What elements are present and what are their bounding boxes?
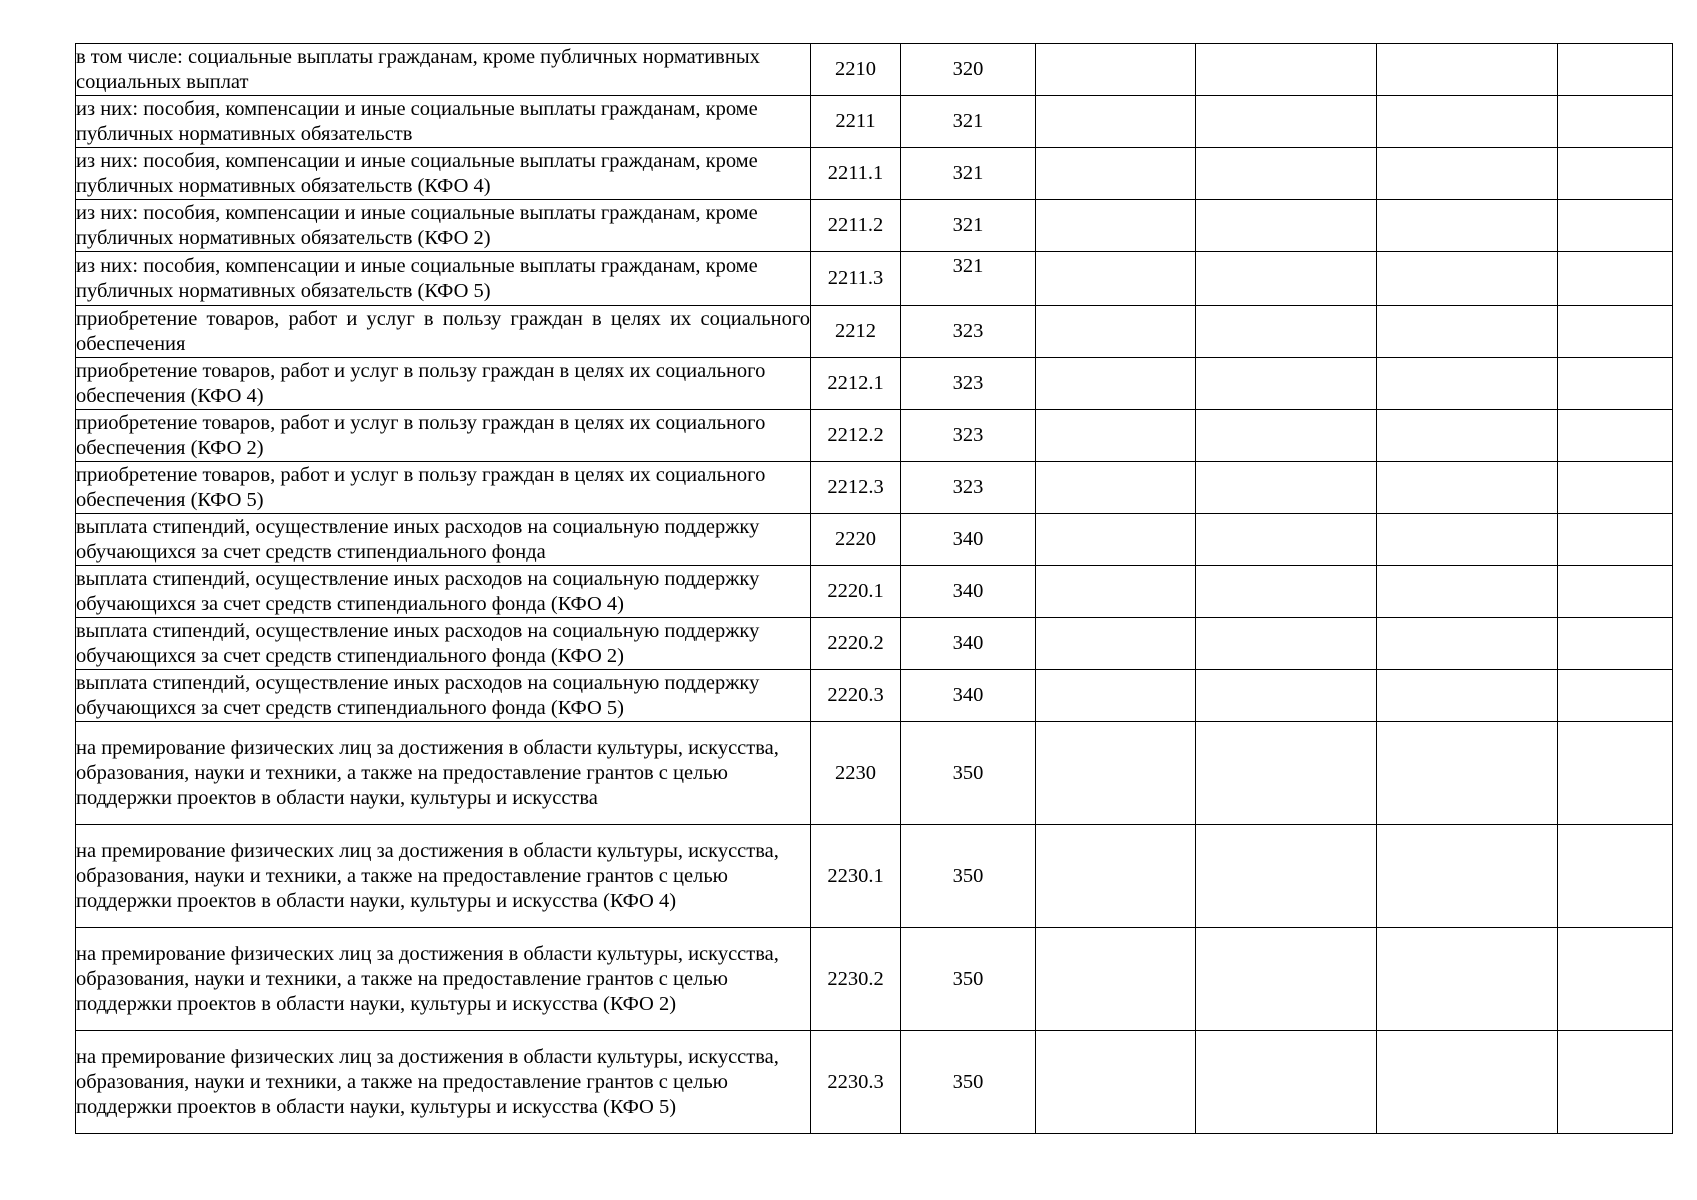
table-row [76, 928, 1673, 1031]
empty-cell [1377, 44, 1558, 96]
empty-cell [1377, 410, 1558, 462]
row-code: 2220 [811, 514, 901, 566]
row-code: 2220.2 [811, 618, 901, 670]
row-kosgu: 321 [901, 96, 1036, 148]
row-kosgu: 350 [901, 1031, 1036, 1134]
row-description: из них: пособия, компенсации и иные социальные выплаты гражданам, кроме публичных нормативных обязательств (КФО 5) [76, 252, 811, 306]
empty-cell [1377, 1031, 1558, 1134]
row-description: на премирование физических лиц за достижения в области культуры, искусства, образования, науки и техники, а также на предоставление грантов с целью поддержки проектов в области науки, культуры и искусства (КФО 2) [76, 928, 811, 1031]
row-kosgu: 321 [901, 200, 1036, 252]
table-body [76, 44, 1673, 1134]
empty-cell [1196, 462, 1377, 514]
empty-cell [1196, 410, 1377, 462]
table-row [76, 306, 1673, 358]
row-code: 2220.1 [811, 566, 901, 618]
table-row [76, 1031, 1673, 1134]
row-description: выплата стипендий, осуществление иных расходов на социальную поддержку обучающихся за счет средств стипендиального фонда (КФО 2) [76, 618, 811, 670]
empty-cell [1036, 1031, 1196, 1134]
empty-cell [1036, 410, 1196, 462]
row-kosgu: 350 [901, 722, 1036, 825]
empty-cell [1036, 462, 1196, 514]
row-code: 2211 [811, 96, 901, 148]
empty-cell [1558, 306, 1673, 358]
row-code: 2211.2 [811, 200, 901, 252]
empty-cell [1036, 200, 1196, 252]
row-kosgu: 340 [901, 566, 1036, 618]
row-code: 2220.3 [811, 670, 901, 722]
row-code: 2230.1 [811, 825, 901, 928]
empty-cell [1196, 1031, 1377, 1134]
empty-cell [1036, 722, 1196, 825]
row-code: 2211.3 [811, 252, 901, 306]
table-row [76, 825, 1673, 928]
empty-cell [1558, 618, 1673, 670]
empty-cell [1036, 252, 1196, 306]
empty-cell [1377, 462, 1558, 514]
empty-cell [1036, 825, 1196, 928]
row-code: 2212.3 [811, 462, 901, 514]
row-code: 2230 [811, 722, 901, 825]
empty-cell [1558, 200, 1673, 252]
row-kosgu: 320 [901, 44, 1036, 96]
row-description: из них: пособия, компенсации и иные социальные выплаты гражданам, кроме публичных нормативных обязательств [76, 96, 811, 148]
row-code: 2212 [811, 306, 901, 358]
row-kosgu: 323 [901, 358, 1036, 410]
empty-cell [1377, 200, 1558, 252]
empty-cell [1036, 566, 1196, 618]
row-kosgu: 323 [901, 306, 1036, 358]
row-description: выплата стипендий, осуществление иных расходов на социальную поддержку обучающихся за счет средств стипендиального фонда [76, 514, 811, 566]
empty-cell [1377, 306, 1558, 358]
empty-cell [1377, 566, 1558, 618]
empty-cell [1377, 670, 1558, 722]
table-row [76, 252, 1673, 306]
empty-cell [1558, 252, 1673, 306]
empty-cell [1558, 148, 1673, 200]
row-kosgu: 323 [901, 410, 1036, 462]
empty-cell [1558, 462, 1673, 514]
table-row [76, 44, 1673, 96]
empty-cell [1196, 566, 1377, 618]
row-kosgu: 321 [901, 252, 1036, 306]
empty-cell [1558, 96, 1673, 148]
table-row [76, 618, 1673, 670]
empty-cell [1036, 148, 1196, 200]
row-kosgu: 340 [901, 670, 1036, 722]
empty-cell [1036, 96, 1196, 148]
empty-cell [1196, 618, 1377, 670]
empty-cell [1036, 514, 1196, 566]
document-sheet [75, 43, 1673, 1134]
budget-table [75, 43, 1673, 1134]
empty-cell [1377, 148, 1558, 200]
row-description: выплата стипендий, осуществление иных расходов на социальную поддержку обучающихся за счет средств стипендиального фонда (КФО 5) [76, 670, 811, 722]
table-row [76, 96, 1673, 148]
empty-cell [1036, 670, 1196, 722]
empty-cell [1036, 44, 1196, 96]
table-row [76, 148, 1673, 200]
empty-cell [1196, 306, 1377, 358]
table-row [76, 514, 1673, 566]
empty-cell [1196, 96, 1377, 148]
empty-cell [1377, 514, 1558, 566]
row-description: на премирование физических лиц за достижения в области культуры, искусства, образования, науки и техники, а также на предоставление грантов с целью поддержки проектов в области науки, культуры и искусства [76, 722, 811, 825]
table-row [76, 566, 1673, 618]
row-kosgu: 340 [901, 514, 1036, 566]
empty-cell [1558, 514, 1673, 566]
empty-cell [1558, 410, 1673, 462]
row-code: 2230.3 [811, 1031, 901, 1134]
row-code: 2210 [811, 44, 901, 96]
row-description: приобретение товаров, работ и услуг в пользу граждан в целях их социального обеспечения (КФО 5) [76, 462, 811, 514]
empty-cell [1196, 722, 1377, 825]
row-code: 2212.1 [811, 358, 901, 410]
empty-cell [1558, 1031, 1673, 1134]
empty-cell [1558, 825, 1673, 928]
table-row [76, 462, 1673, 514]
empty-cell [1036, 928, 1196, 1031]
empty-cell [1196, 200, 1377, 252]
empty-cell [1558, 722, 1673, 825]
empty-cell [1196, 514, 1377, 566]
row-kosgu: 340 [901, 618, 1036, 670]
row-description: выплата стипендий, осуществление иных расходов на социальную поддержку обучающихся за счет средств стипендиального фонда (КФО 4) [76, 566, 811, 618]
table-row [76, 200, 1673, 252]
empty-cell [1036, 358, 1196, 410]
empty-cell [1558, 44, 1673, 96]
empty-cell [1377, 96, 1558, 148]
empty-cell [1196, 252, 1377, 306]
row-description: из них: пособия, компенсации и иные социальные выплаты гражданам, кроме публичных нормативных обязательств (КФО 2) [76, 200, 811, 252]
empty-cell [1558, 566, 1673, 618]
empty-cell [1377, 358, 1558, 410]
table-row [76, 410, 1673, 462]
row-description: приобретение товаров, работ и услуг в пользу граждан в целях их социального обеспечения (КФО 4) [76, 358, 811, 410]
row-description: приобретение товаров, работ и услуг в пользу граждан в целях их социального обеспечения [76, 306, 811, 358]
empty-cell [1377, 825, 1558, 928]
empty-cell [1036, 618, 1196, 670]
table-row [76, 358, 1673, 410]
empty-cell [1196, 44, 1377, 96]
empty-cell [1558, 358, 1673, 410]
table-row [76, 722, 1673, 825]
empty-cell [1196, 148, 1377, 200]
row-code: 2230.2 [811, 928, 901, 1031]
empty-cell [1036, 306, 1196, 358]
empty-cell [1377, 618, 1558, 670]
empty-cell [1196, 825, 1377, 928]
empty-cell [1377, 928, 1558, 1031]
row-kosgu: 323 [901, 462, 1036, 514]
row-kosgu: 350 [901, 928, 1036, 1031]
row-code: 2211.1 [811, 148, 901, 200]
empty-cell [1196, 928, 1377, 1031]
row-description: приобретение товаров, работ и услуг в пользу граждан в целях их социального обеспечения (КФО 2) [76, 410, 811, 462]
row-description: на премирование физических лиц за достижения в области культуры, искусства, образования, науки и техники, а также на предоставление грантов с целью поддержки проектов в области науки, культуры и искусства (КФО 5) [76, 1031, 811, 1134]
table-row [76, 670, 1673, 722]
row-kosgu: 321 [901, 148, 1036, 200]
row-description: на премирование физических лиц за достижения в области культуры, искусства, образования, науки и техники, а также на предоставление грантов с целью поддержки проектов в области науки, культуры и искусства (КФО 4) [76, 825, 811, 928]
row-code: 2212.2 [811, 410, 901, 462]
empty-cell [1196, 670, 1377, 722]
row-description: в том числе: социальные выплаты гражданам, кроме публичных нормативных социальных выплат [76, 44, 811, 96]
empty-cell [1196, 358, 1377, 410]
empty-cell [1558, 928, 1673, 1031]
empty-cell [1377, 722, 1558, 825]
row-kosgu: 350 [901, 825, 1036, 928]
empty-cell [1377, 252, 1558, 306]
empty-cell [1558, 670, 1673, 722]
row-description: из них: пособия, компенсации и иные социальные выплаты гражданам, кроме публичных нормативных обязательств (КФО 4) [76, 148, 811, 200]
